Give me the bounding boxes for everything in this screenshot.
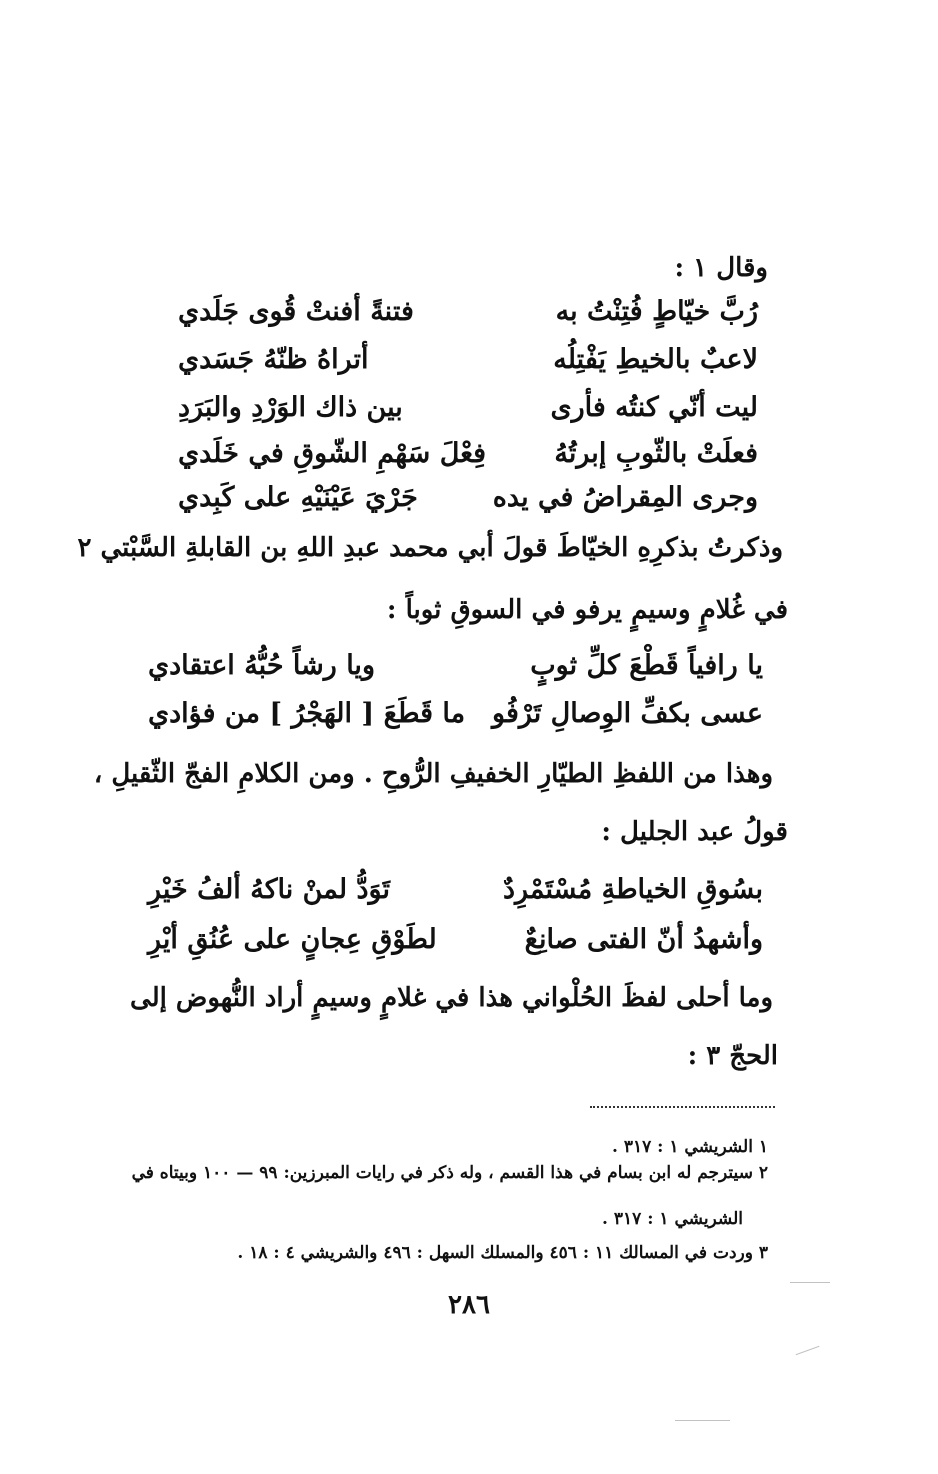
prose-line: الحجّ ٣ : [687,1041,778,1071]
verse-hemistich-second: ويا رشاً حُبُّهُ اعتقادي [148,650,375,681]
prose-line: قولُ عبد الجليل : [601,817,788,847]
verse-line [148,692,763,736]
footnote-separator [590,1106,775,1108]
verse-hemistich-first: وأشهدُ أنّ الفتى صانِعٌ [524,924,763,955]
verse-hemistich-second: جَرْيَ عَيْنَيْهِ على كَبِدي [178,482,418,513]
prose-line: وما أحلى لفظَ الحُلْواني هذا في غلامٍ وسيمٍ أراد النُّهوض إلى [130,983,773,1013]
verse-hemistich-first: رُبَّ خيّاطٍ فُتِنْتُ به [555,296,758,327]
prose-line: وهذا من اللفظِ الطيّارِ الخفيفِ الرُّوحِ . ومن الكلامِ الفجّ الثّقيلِ ، [93,759,773,789]
verse-line [148,918,763,962]
intro-line: وقال ١ : [674,253,768,283]
verse-hemistich-first: يا رافياً قَطْعَ كلِّ ثوبٍ [530,650,763,681]
verse-line [178,338,758,382]
page-number: ٢٨٦ [448,1290,490,1320]
verse-hemistich-first: ليت أنّي كنتُه فأرى [550,392,758,423]
verse-line [178,290,758,334]
verse-hemistich-first: بسُوقِ الخياطةِ مُسْتَمْرِدٌ [502,874,763,905]
verse-hemistich-second: فتنةً أفنتْ قُوى جَلَدي [178,296,414,327]
verse-line [148,868,763,912]
verse-hemistich-second: تَوَدُّ لمنْ ناكهُ ألفُ خَيْرِ [148,874,390,905]
verse-line [178,432,758,476]
footnote: ١ الشريشي ١ : ٣١٧ . [611,1137,768,1157]
footnote: ٢ سيترجم له ابن بسام في هذا القسم ، وله ذكر في رايات المبرزين: ٩٩ — ١٠٠ وبيتاه في [131,1163,768,1183]
verse-hemistich-second: فِعْلَ سَهْمِ الشّوقِ في خَلَدي [178,438,487,469]
verse-hemistich-first: عسى بكفِّ الوِصالِ تَرْفُو [492,698,763,729]
verse-line [178,386,758,430]
scan-mark [790,1282,830,1283]
verse-hemistich-first: فعلَتْ بالثّوبِ إبرتُهُ [554,438,758,469]
verse-hemistich-second: لطَوْقِ عِجانٍ على عُنُقِ أيْرِ [148,924,437,955]
verse-hemistich-second: بين ذاك الوَرْدِ والبَرَدِ [178,392,403,423]
verse-line [148,644,763,688]
verse-line [178,476,758,520]
verse-hemistich-first: وجرى المِقراضُ في يده [492,482,758,513]
prose-line: في غُلامٍ وسيمٍ يرفو في السوقِ ثوباً : [386,595,788,625]
verse-hemistich-second: أتراهُ ظنّهُ جَسَدي [178,344,369,375]
footnote: ٣ وردت في المسالك ١١ : ٤٥٦ والمسلك السهل : ٤٩٦ والشريشي ٤ : ١٨ . [237,1243,768,1263]
footnote-continuation: الشريشي ١ : ٣١٧ . [602,1209,743,1229]
verse-hemistich-second: ما قَطَعَ [ الهَجْرُ ] من فؤادي [148,698,466,729]
prose-line: وذكرتُ بذكرِهِ الخيّاطَ قولَ أبي محمد عبدِ اللهِ بن القابلةِ السَّبْتي ٢ [77,533,783,563]
scan-mark [796,1346,820,1355]
scan-mark [675,1420,730,1421]
verse-hemistich-first: لاعبٌ بالخيطِ يَفْتِلُه [553,344,758,375]
